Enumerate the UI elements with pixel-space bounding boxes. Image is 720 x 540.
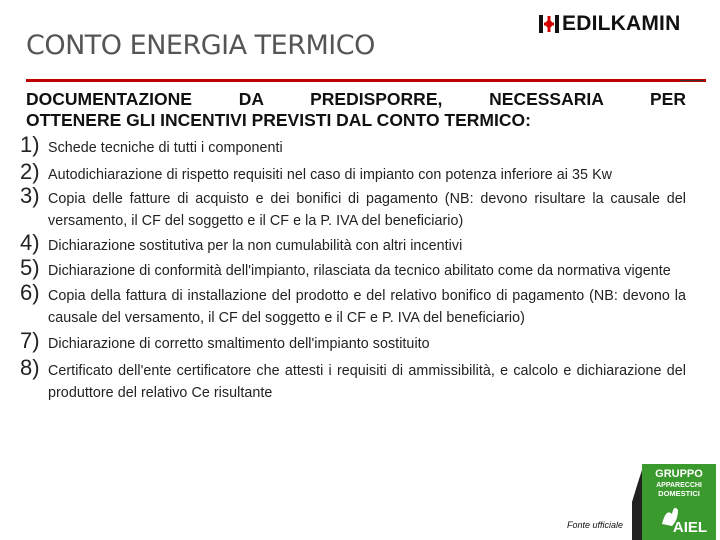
list-item xyxy=(20,183,686,232)
item-text: Autodichiarazione di rispetto requisiti nel caso di impianto con potenza inferiore ai 35 Kw xyxy=(48,167,613,183)
item-text: Dichiarazione sostitutiva per la non cumulabilità con altri incentivi xyxy=(48,238,463,254)
item-number: 2) xyxy=(20,159,40,184)
item-number: 5) xyxy=(20,255,40,280)
item-text: Copia della fattura di installazione del prodotto e del relativo bonifico di pagamento (NB: devono la causale del versamento, il CF del soggetto e il CF e P. IVA del beneficiario) xyxy=(48,288,686,326)
aiel-line-1: GRUPPO xyxy=(655,468,703,480)
item-text: Schede tecniche di tutti i componenti xyxy=(48,140,283,156)
title-underline xyxy=(26,79,706,82)
edilkamin-wordmark: EDILKAMIN xyxy=(562,12,681,35)
source-label: Fonte ufficiale xyxy=(567,520,624,530)
item-number: 7) xyxy=(20,328,40,353)
list-item xyxy=(20,230,686,257)
aiel-brand: AIEL xyxy=(672,519,708,536)
item-text: Dichiarazione di corretto smaltimento dell'impianto sostituito xyxy=(48,336,430,352)
edilkamin-mark-icon xyxy=(538,13,560,35)
item-number: 8) xyxy=(20,355,40,380)
list-item xyxy=(20,355,686,404)
item-text: Copia delle fatture di acquisto e dei bonifici di pagamento (NB: devono risultare la causale del versamento, il CF del soggetto e il CF e la P. IVA del beneficiario) xyxy=(48,191,686,229)
heading-line-2: OTTENERE GLI INCENTIVI PREVISTI DAL CONTO TERMICO: xyxy=(26,110,531,130)
item-text: Dichiarazione di conformità dell'impianto, rilasciata da tecnico abilitato come da normativa vigente xyxy=(48,263,671,279)
list-item xyxy=(20,159,686,186)
item-number: 1) xyxy=(20,132,40,157)
slide-title: CONTO ENERGIA TERMICO xyxy=(26,30,375,61)
list-item xyxy=(20,255,686,282)
list-item xyxy=(20,132,686,159)
title-underline-tail xyxy=(680,80,704,81)
edilkamin-logo xyxy=(538,12,680,36)
document-list xyxy=(20,132,686,404)
aiel-line-2: APPARECCHI xyxy=(656,482,702,489)
aiel-logo xyxy=(632,462,718,540)
section-heading xyxy=(26,89,686,131)
list-item xyxy=(20,328,686,355)
aiel-line-3: DOMESTICI xyxy=(658,489,700,498)
item-number: 4) xyxy=(20,230,40,255)
item-text: Certificato dell'ente certificatore che attesti i requisiti di ammissibilità, e calcolo e dichiarazione del produttore del relativo Ce risultante xyxy=(48,363,686,401)
item-number: 3) xyxy=(20,183,40,208)
item-number: 6) xyxy=(20,280,40,305)
list-item xyxy=(20,280,686,329)
heading-line-1: DOCUMENTAZIONE DA PREDISPORRE, NECESSARIA PER xyxy=(26,89,686,109)
